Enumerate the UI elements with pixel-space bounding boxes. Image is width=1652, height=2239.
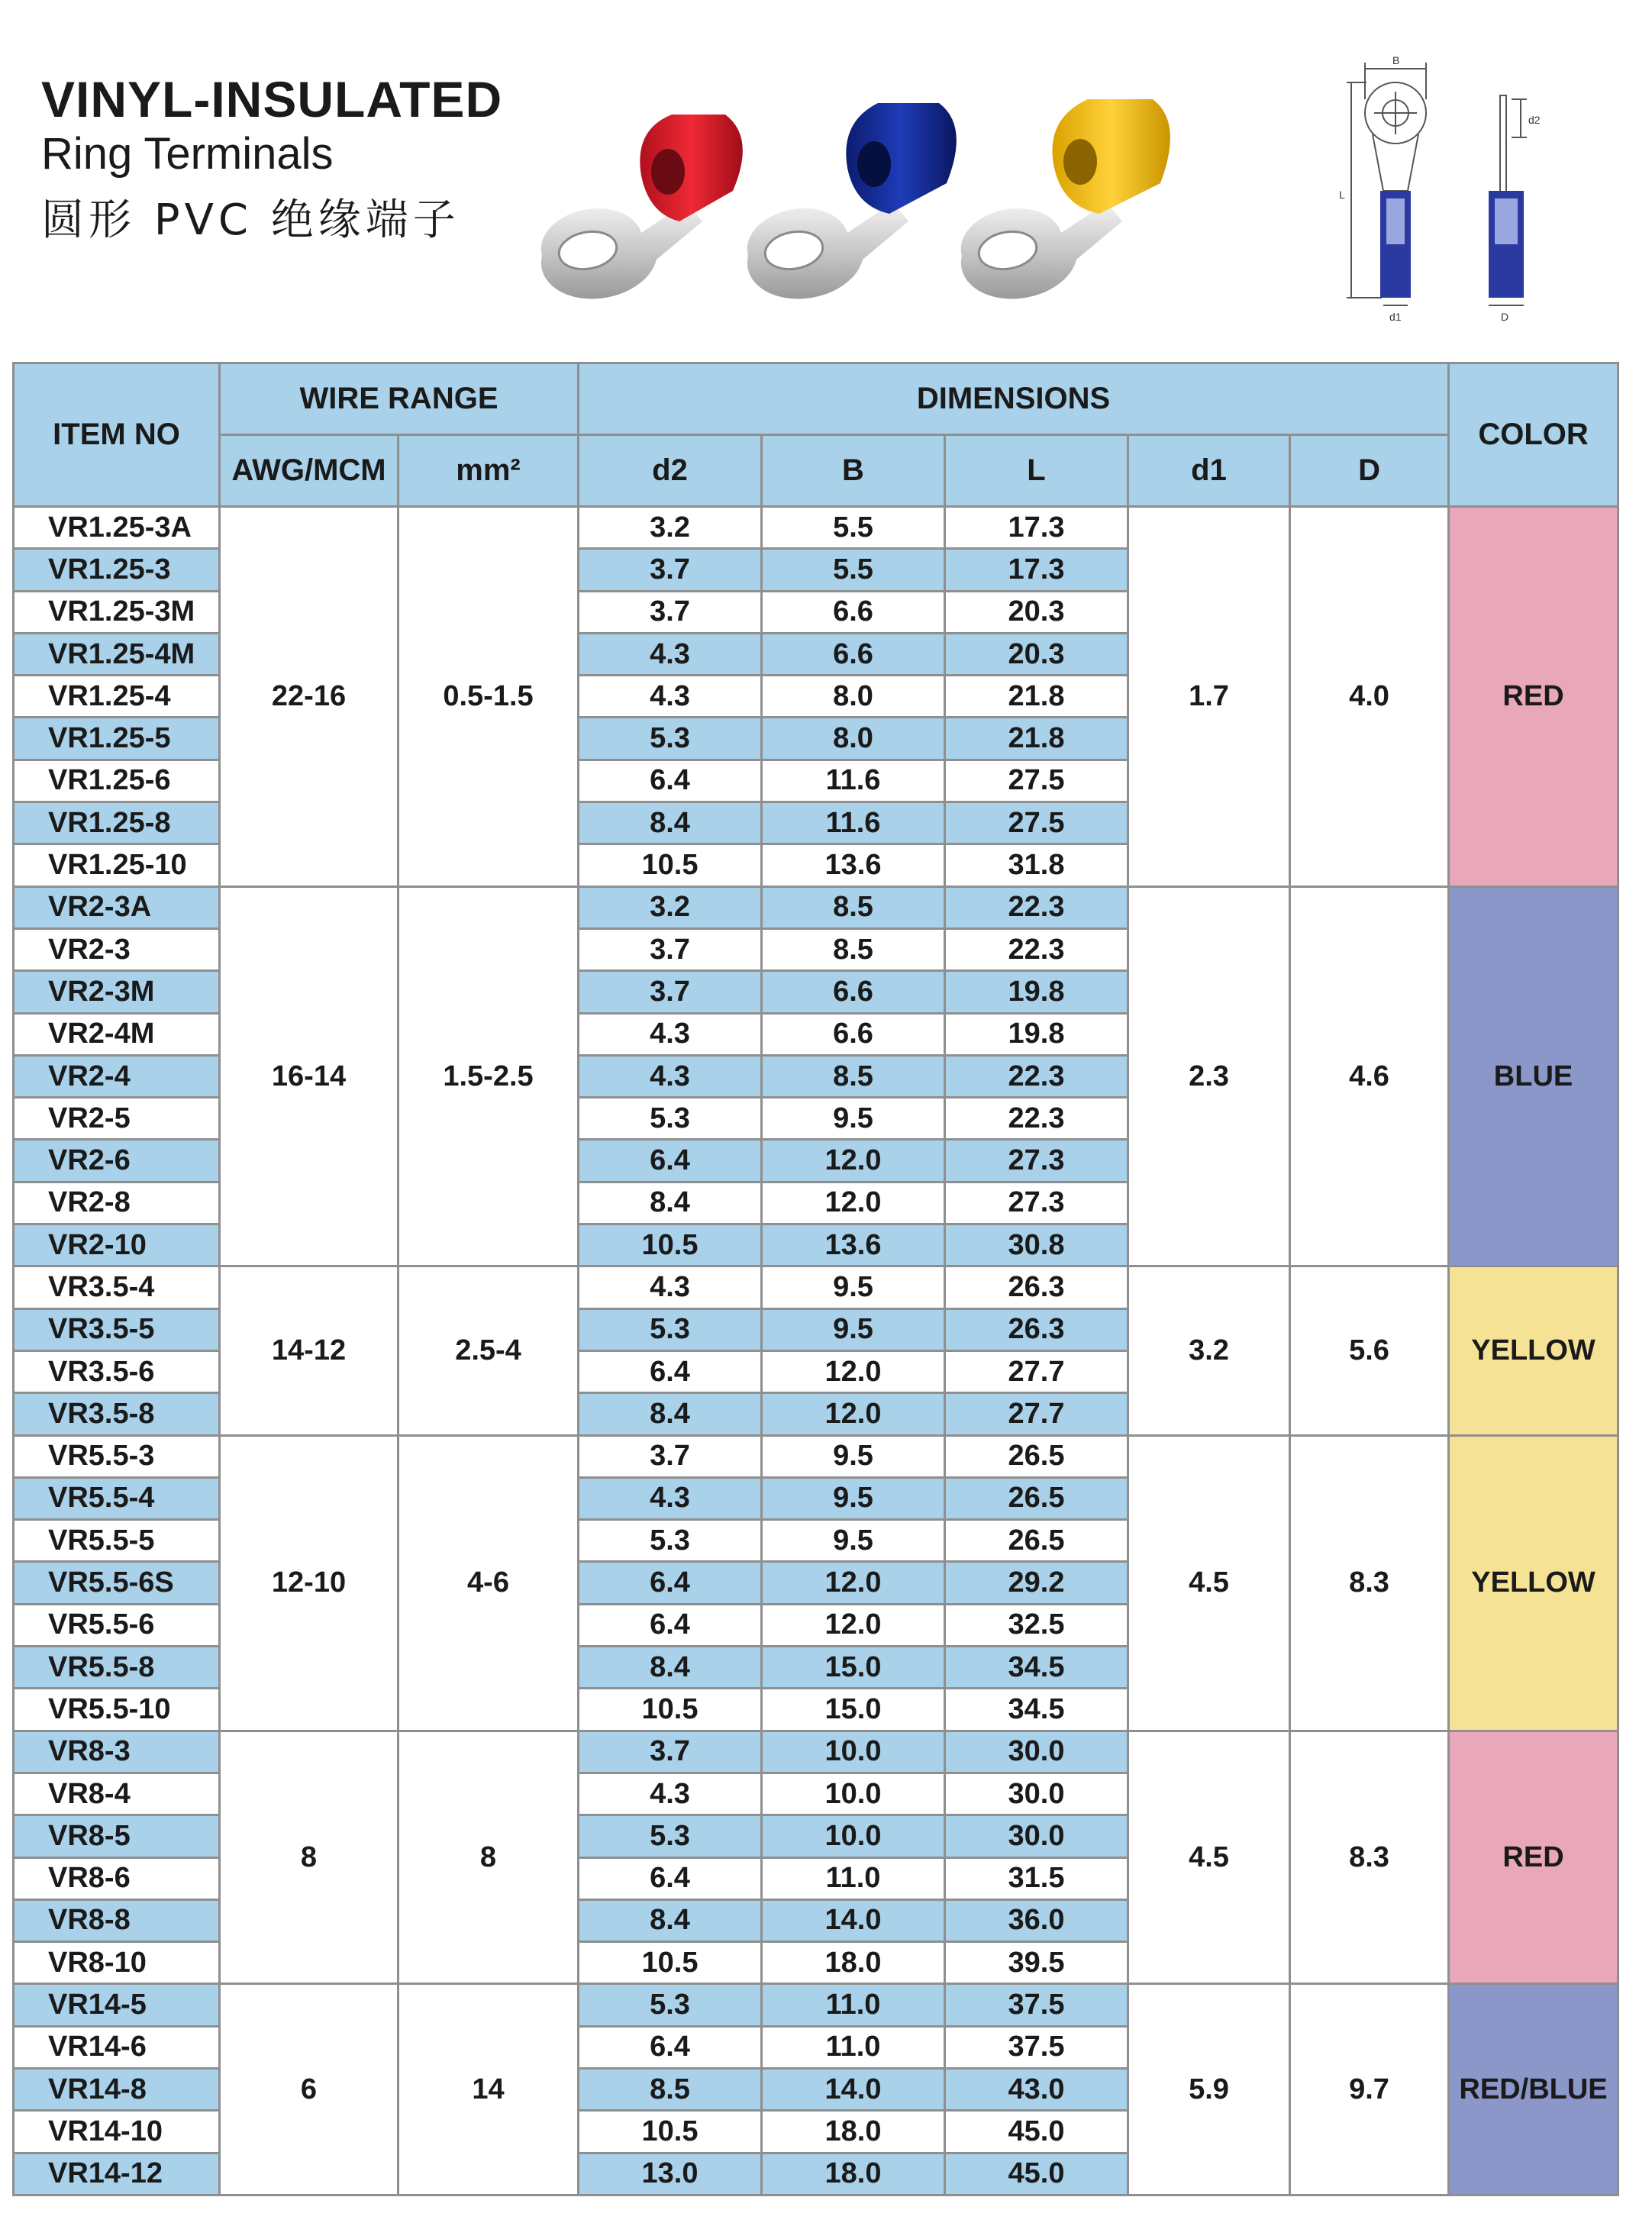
d2-cell: 5.3: [579, 718, 762, 760]
b-cell: 14.0: [762, 1899, 945, 1941]
diagram-label-b: B: [1392, 54, 1400, 66]
item-no-cell: VR5.5-8: [14, 1647, 220, 1689]
d2-cell: 10.5: [579, 1942, 762, 1984]
d2-cell: 4.3: [579, 1477, 762, 1519]
d2-cell: 4.3: [579, 1013, 762, 1055]
mm2-cell: 2.5-4: [398, 1266, 579, 1435]
b-cell: 9.5: [762, 1435, 945, 1477]
d2-cell: 4.3: [579, 676, 762, 718]
awg-cell: 8: [220, 1731, 398, 1984]
d2-cell: 10.5: [579, 2111, 762, 2153]
l-cell: 34.5: [945, 1689, 1128, 1731]
b-cell: 6.6: [762, 591, 945, 633]
b-cell: 10.0: [762, 1773, 945, 1815]
item-no-cell: VR1.25-3: [14, 549, 220, 591]
d2-cell: 6.4: [579, 1857, 762, 1899]
item-no-cell: VR3.5-4: [14, 1266, 220, 1308]
table-row: [14, 886, 1618, 928]
mm2-cell: 8: [398, 1731, 579, 1984]
b-cell: 18.0: [762, 1942, 945, 1984]
b-cell: 12.0: [762, 1350, 945, 1392]
d2-cell: 8.4: [579, 1182, 762, 1224]
l-cell: 32.5: [945, 1604, 1128, 1646]
d2-cell: 3.2: [579, 507, 762, 549]
mm2-cell: 1.5-2.5: [398, 886, 579, 1266]
d2-cell: 8.4: [579, 1393, 762, 1435]
b-cell: 5.5: [762, 549, 945, 591]
item-no-cell: VR2-8: [14, 1182, 220, 1224]
item-no-cell: VR5.5-3: [14, 1435, 220, 1477]
d2-cell: 5.3: [579, 1308, 762, 1350]
table-row: [14, 1984, 1618, 2026]
d2-cell: 6.4: [579, 1140, 762, 1182]
mm2-cell: 0.5-1.5: [398, 507, 579, 887]
item-no-cell: VR5.5-5: [14, 1520, 220, 1562]
d2-cell: 6.4: [579, 2026, 762, 2068]
l-cell: 19.8: [945, 1013, 1128, 1055]
l-cell: 26.5: [945, 1435, 1128, 1477]
item-no-cell: VR1.25-8: [14, 802, 220, 844]
blue-terminal-image: [747, 103, 957, 298]
header-color: COLOR: [1449, 363, 1618, 507]
l-cell: 29.2: [945, 1562, 1128, 1604]
item-no-cell: VR3.5-8: [14, 1393, 220, 1435]
dimension-diagram: [1336, 53, 1565, 328]
b-cell: 12.0: [762, 1140, 945, 1182]
l-cell: 27.5: [945, 802, 1128, 844]
color-cell: RED/BLUE: [1449, 1984, 1618, 2195]
d2-cell: 3.7: [579, 928, 762, 970]
b-cell: 9.5: [762, 1308, 945, 1350]
table-row: [14, 507, 1618, 549]
item-no-cell: VR8-3: [14, 1731, 220, 1773]
l-cell: 27.3: [945, 1182, 1128, 1224]
header-d1: d1: [1128, 435, 1290, 507]
item-no-cell: VR8-5: [14, 1815, 220, 1857]
l-cell: 30.0: [945, 1773, 1128, 1815]
item-no-cell: VR14-5: [14, 1984, 220, 2026]
b-cell: 9.5: [762, 1098, 945, 1140]
item-no-cell: VR1.25-4M: [14, 633, 220, 675]
item-no-cell: VR1.25-3A: [14, 507, 220, 549]
d2-cell: 3.7: [579, 1435, 762, 1477]
b-cell: 6.6: [762, 633, 945, 675]
item-no-cell: VR14-6: [14, 2026, 220, 2068]
l-cell: 31.5: [945, 1857, 1128, 1899]
d-cell: 4.0: [1290, 507, 1449, 887]
b-cell: 8.0: [762, 718, 945, 760]
l-cell: 26.5: [945, 1520, 1128, 1562]
item-no-cell: VR8-10: [14, 1942, 220, 1984]
l-cell: 37.5: [945, 1984, 1128, 2026]
header-wire-range: WIRE RANGE: [220, 363, 579, 435]
d2-cell: 4.3: [579, 1055, 762, 1097]
d2-cell: 8.5: [579, 2068, 762, 2110]
d2-cell: 5.3: [579, 1815, 762, 1857]
d2-cell: 6.4: [579, 760, 762, 802]
header-d: D: [1290, 435, 1449, 507]
b-cell: 8.0: [762, 676, 945, 718]
b-cell: 9.5: [762, 1520, 945, 1562]
b-cell: 5.5: [762, 507, 945, 549]
l-cell: 17.3: [945, 549, 1128, 591]
d2-cell: 3.7: [579, 971, 762, 1013]
awg-cell: 12-10: [220, 1435, 398, 1731]
b-cell: 6.6: [762, 971, 945, 1013]
diagram-label-l: L: [1339, 189, 1345, 201]
item-no-cell: VR2-3: [14, 928, 220, 970]
d2-cell: 10.5: [579, 1689, 762, 1731]
b-cell: 12.0: [762, 1604, 945, 1646]
l-cell: 30.8: [945, 1224, 1128, 1266]
l-cell: 19.8: [945, 971, 1128, 1013]
d1-cell: 4.5: [1128, 1435, 1290, 1731]
item-no-cell: VR2-4: [14, 1055, 220, 1097]
color-cell: YELLOW: [1449, 1266, 1618, 1435]
d2-cell: 5.3: [579, 1520, 762, 1562]
item-no-cell: VR2-5: [14, 1098, 220, 1140]
header-dimensions: DIMENSIONS: [579, 363, 1449, 435]
color-cell: RED: [1449, 507, 1618, 887]
d2-cell: 4.3: [579, 1266, 762, 1308]
l-cell: 45.0: [945, 2153, 1128, 2195]
l-cell: 39.5: [945, 1942, 1128, 1984]
awg-cell: 22-16: [220, 507, 398, 887]
item-no-cell: VR14-12: [14, 2153, 220, 2195]
header-item-no: ITEM NO: [14, 363, 220, 507]
b-cell: 15.0: [762, 1689, 945, 1731]
item-no-cell: VR5.5-6: [14, 1604, 220, 1646]
item-no-cell: VR5.5-10: [14, 1689, 220, 1731]
l-cell: 20.3: [945, 633, 1128, 675]
b-cell: 8.5: [762, 1055, 945, 1097]
page-header: [0, 0, 1652, 359]
l-cell: 27.3: [945, 1140, 1128, 1182]
item-no-cell: VR8-4: [14, 1773, 220, 1815]
item-no-cell: VR8-8: [14, 1899, 220, 1941]
item-no-cell: VR1.25-6: [14, 760, 220, 802]
item-no-cell: VR1.25-5: [14, 718, 220, 760]
item-no-cell: VR2-4M: [14, 1013, 220, 1055]
l-cell: 27.7: [945, 1350, 1128, 1392]
item-no-cell: VR3.5-6: [14, 1350, 220, 1392]
header-d2: d2: [579, 435, 762, 507]
d-cell: 9.7: [1290, 1984, 1449, 2195]
d2-cell: 6.4: [579, 1604, 762, 1646]
table-row: [14, 1435, 1618, 1477]
b-cell: 12.0: [762, 1562, 945, 1604]
d2-cell: 5.3: [579, 1984, 762, 2026]
l-cell: 26.5: [945, 1477, 1128, 1519]
l-cell: 26.3: [945, 1266, 1128, 1308]
l-cell: 17.3: [945, 507, 1128, 549]
d2-cell: 8.4: [579, 802, 762, 844]
b-cell: 15.0: [762, 1647, 945, 1689]
specification-table: [12, 362, 1619, 2196]
d2-cell: 10.5: [579, 1224, 762, 1266]
item-no-cell: VR3.5-5: [14, 1308, 220, 1350]
d1-cell: 2.3: [1128, 886, 1290, 1266]
page-subtitle: Ring Terminals: [41, 129, 334, 179]
d2-cell: 6.4: [579, 1562, 762, 1604]
l-cell: 26.3: [945, 1308, 1128, 1350]
item-no-cell: VR1.25-4: [14, 676, 220, 718]
mm2-cell: 14: [398, 1984, 579, 2195]
d2-cell: 3.7: [579, 549, 762, 591]
item-no-cell: VR2-6: [14, 1140, 220, 1182]
page-title-chinese: 圆形 PVC 绝缘端子: [41, 195, 460, 245]
yellow-terminal-image: [961, 99, 1170, 298]
l-cell: 36.0: [945, 1899, 1128, 1941]
color-cell: RED: [1449, 1731, 1618, 1984]
b-cell: 11.6: [762, 760, 945, 802]
d1-cell: 1.7: [1128, 507, 1290, 887]
b-cell: 10.0: [762, 1815, 945, 1857]
header-l: L: [945, 435, 1128, 507]
item-no-cell: VR1.25-3M: [14, 591, 220, 633]
d-cell: 4.6: [1290, 886, 1449, 1266]
d2-cell: 3.7: [579, 591, 762, 633]
b-cell: 6.6: [762, 1013, 945, 1055]
l-cell: 31.8: [945, 844, 1128, 886]
item-no-cell: VR8-6: [14, 1857, 220, 1899]
b-cell: 9.5: [762, 1266, 945, 1308]
color-cell: BLUE: [1449, 886, 1618, 1266]
l-cell: 22.3: [945, 886, 1128, 928]
l-cell: 21.8: [945, 676, 1128, 718]
b-cell: 11.0: [762, 1857, 945, 1899]
product-photo: [527, 92, 1237, 313]
d2-cell: 4.3: [579, 1773, 762, 1815]
awg-cell: 16-14: [220, 886, 398, 1266]
b-cell: 18.0: [762, 2111, 945, 2153]
b-cell: 18.0: [762, 2153, 945, 2195]
item-no-cell: VR2-10: [14, 1224, 220, 1266]
d2-cell: 10.5: [579, 844, 762, 886]
l-cell: 22.3: [945, 928, 1128, 970]
page-title: VINYL-INSULATED: [41, 71, 503, 127]
d-cell: 8.3: [1290, 1731, 1449, 1984]
d2-cell: 6.4: [579, 1350, 762, 1392]
item-no-cell: VR5.5-6S: [14, 1562, 220, 1604]
l-cell: 45.0: [945, 2111, 1128, 2153]
red-terminal-image: [541, 115, 743, 298]
item-no-cell: VR2-3M: [14, 971, 220, 1013]
b-cell: 12.0: [762, 1393, 945, 1435]
d1-cell: 5.9: [1128, 1984, 1290, 2195]
d2-cell: 3.2: [579, 886, 762, 928]
diagram-label-d1: d1: [1389, 311, 1402, 323]
l-cell: 30.0: [945, 1731, 1128, 1773]
b-cell: 8.5: [762, 928, 945, 970]
item-no-cell: VR14-8: [14, 2068, 220, 2110]
d2-cell: 13.0: [579, 2153, 762, 2195]
l-cell: 21.8: [945, 718, 1128, 760]
l-cell: 27.7: [945, 1393, 1128, 1435]
diagram-label-d2: d2: [1528, 114, 1541, 126]
awg-cell: 6: [220, 1984, 398, 2195]
header-mm2: mm²: [398, 435, 579, 507]
b-cell: 8.5: [762, 886, 945, 928]
l-cell: 43.0: [945, 2068, 1128, 2110]
b-cell: 9.5: [762, 1477, 945, 1519]
table-body: [14, 507, 1618, 2195]
table-row: [14, 1731, 1618, 1773]
d1-cell: 4.5: [1128, 1731, 1290, 1984]
d2-cell: 8.4: [579, 1647, 762, 1689]
l-cell: 34.5: [945, 1647, 1128, 1689]
d-cell: 5.6: [1290, 1266, 1449, 1435]
b-cell: 13.6: [762, 844, 945, 886]
header-b: B: [762, 435, 945, 507]
d-cell: 8.3: [1290, 1435, 1449, 1731]
l-cell: 37.5: [945, 2026, 1128, 2068]
l-cell: 22.3: [945, 1055, 1128, 1097]
d2-cell: 8.4: [579, 1899, 762, 1941]
item-no-cell: VR2-3A: [14, 886, 220, 928]
b-cell: 13.6: [762, 1224, 945, 1266]
header-awg: AWG/MCM: [220, 435, 398, 507]
b-cell: 10.0: [762, 1731, 945, 1773]
color-cell: YELLOW: [1449, 1435, 1618, 1731]
mm2-cell: 4-6: [398, 1435, 579, 1731]
item-no-cell: VR1.25-10: [14, 844, 220, 886]
l-cell: 20.3: [945, 591, 1128, 633]
b-cell: 11.0: [762, 2026, 945, 2068]
b-cell: 11.6: [762, 802, 945, 844]
l-cell: 22.3: [945, 1098, 1128, 1140]
d1-cell: 3.2: [1128, 1266, 1290, 1435]
diagram-label-d: D: [1501, 311, 1509, 323]
awg-cell: 14-12: [220, 1266, 398, 1435]
b-cell: 11.0: [762, 1984, 945, 2026]
d2-cell: 3.7: [579, 1731, 762, 1773]
d2-cell: 5.3: [579, 1098, 762, 1140]
item-no-cell: VR5.5-4: [14, 1477, 220, 1519]
item-no-cell: VR14-10: [14, 2111, 220, 2153]
table-row: [14, 1266, 1618, 1308]
l-cell: 27.5: [945, 760, 1128, 802]
d2-cell: 4.3: [579, 633, 762, 675]
l-cell: 30.0: [945, 1815, 1128, 1857]
b-cell: 14.0: [762, 2068, 945, 2110]
b-cell: 12.0: [762, 1182, 945, 1224]
